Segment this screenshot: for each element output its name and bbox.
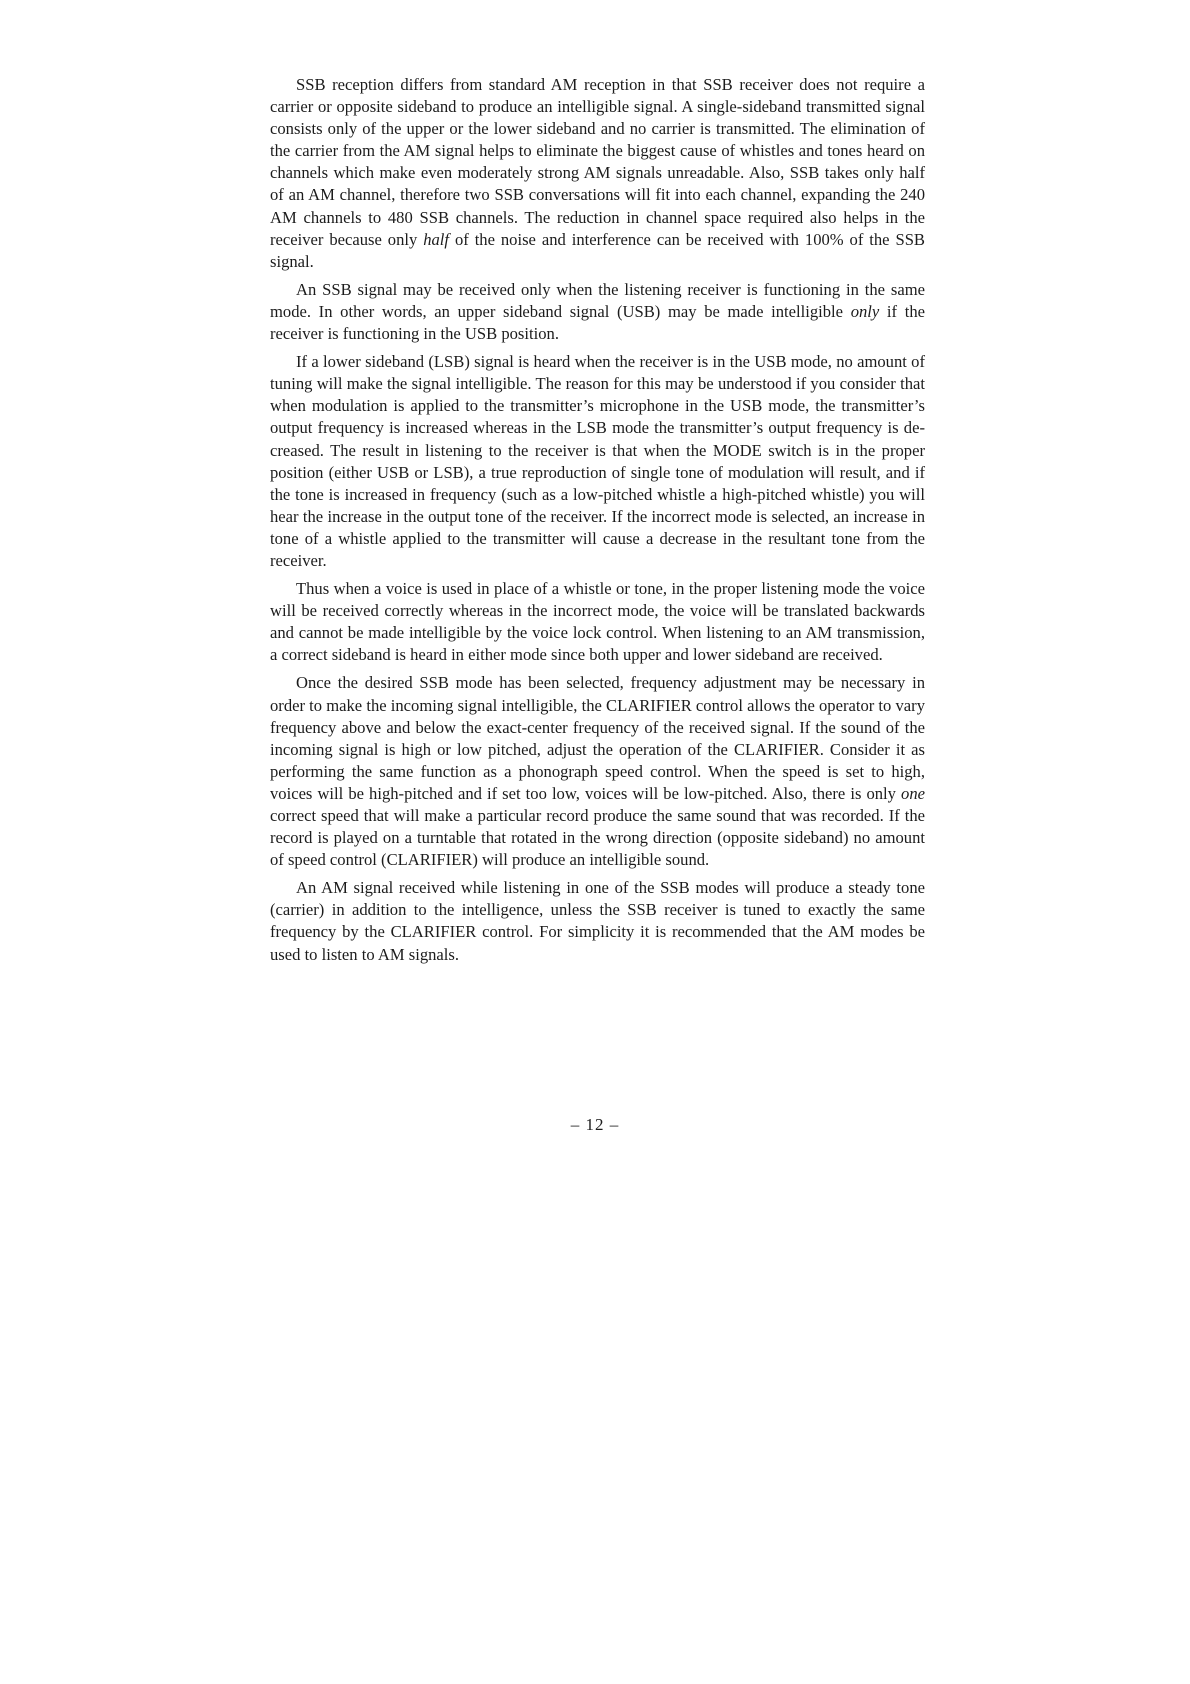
body-text	[270, 74, 925, 966]
paragraph-voice-reception: Thus when a voice is used in place of a whistle or tone, in the proper listening mode the voice will be received correctly whereas in the incorrect mode, the voice will be translated backwards and cannot be made intelligible by the voice lock control. When listening to an AM transmission, a correct sideband is heard in either mode since both upper and lower sideband are received.	[270, 579, 925, 665]
paragraph-clarifier: Once the desired SSB mode has been selected, frequency adjustment may be necessary in order to make the incoming signal intelligible, the CLARIFIER control allows the operator to vary frequency above and below the exact-center frequency of the received signal. If the sound of the incoming signal is high or low pitched, adjust the operation of the CLARIFIER. Consider it as performing the same function as a phonograph speed control. When the speed is set to high, voices will be high-pitched and if set too low, voices will be low-pitched. Also, there is only one correct speed that will make a particular record produce the same sound that was recorded. If the record is played on a turntable that rotated in the wrong direction (opposite sideband) no amount of speed control (CLARIFIER) will produce an intelligible sound.	[270, 673, 925, 870]
page-number: – 12 –	[570, 1115, 620, 1134]
paragraph-ssb-reception: SSB reception differs from standard AM reception in that SSB receiver does not require a carrier or opposite sideband to produce an intelligible signal. A single-sideband transmitted signal consists only of the upper or the lower sideband and no carrier is transmitted. The elimination of the carrier from the AM signal helps to eliminate the biggest cause of whistles and tones heard on channels which make even moderately strong AM signals unreadable. Also, SSB takes only half of an AM channel, therefore two SSB conversations will fit into each channel, expanding the 240 AM channels to 480 SSB channels. The reduction in channel space required also helps in the receiver because only half of the noise and interference can be received with 100% of the SSB signal.	[270, 75, 925, 271]
paragraph-lsb-usb-tuning: If a lower sideband (LSB) signal is heard when the receiver is in the USB mode, no amount of tuning will make the signal intelligible. The reason for this may be understood if you consider that when modulation is applied to the transmitter’s microphone in the USB mode, the transmitter’s output frequency is increased whereas in the LSB mode the transmitter’s output frequency is decreased. The result in listening to the receiver is that when the MODE switch is in the proper position (either USB or LSB), a true reproduction of single tone of modulation will result, and if the tone is increased in frequency (such as a low-pitched whistle a high-pitched whistle) you will hear the increase in the output tone of the receiver. If the incorrect mode is selected, an increase in tone of a whistle applied to the transmitter will cause a decrease in the resultant tone from the receiver.	[270, 352, 925, 570]
paragraph-listening-mode: An SSB signal may be received only when the listening receiver is functioning in the same mode. In other words, an upper sideband signal (USB) may be made intelligible only if the receiver is functioning in the USB position.	[270, 279, 925, 344]
paragraph-am-signal: An AM signal received while listening in one of the SSB modes will produce a steady tone (carrier) in addition to the intelligence, unless the SSB receiver is tuned to exactly the same frequency by the CLARIFIER control. For simplicity it is recommended that the AM modes be used to listen to AM signals.	[270, 878, 925, 964]
